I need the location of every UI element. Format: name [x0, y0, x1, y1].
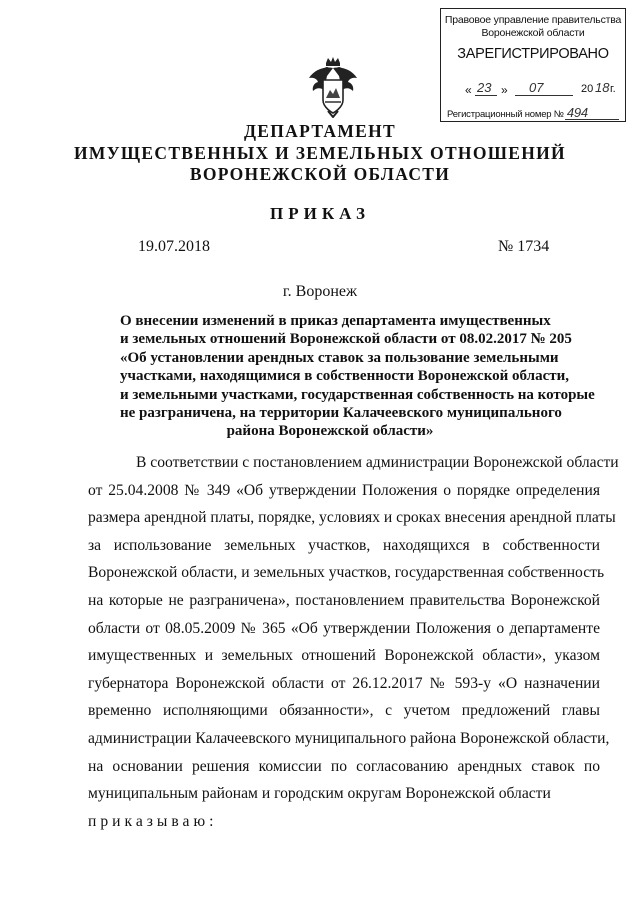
title-line: и земельных отношений Воронежской области от 08.02.2017 № 205 [120, 331, 572, 348]
stamp-status: ЗАРЕГИСТРИРОВАНО [457, 46, 609, 62]
department-line-2: ИМУЩЕСТВЕННЫХ И ЗЕМЕЛЬНЫХ ОТНОШЕНИЙ [74, 143, 566, 163]
stamp-date-year: 18 [595, 80, 610, 95]
department-line-1: ДЕПАРТАМЕНТ [243, 121, 397, 141]
stamp-reg-label: Регистрационный номер № [447, 109, 564, 120]
title-line: «Об установлении арендных ставок за пользование земельными [120, 349, 559, 366]
coat-of-arms-icon [306, 56, 360, 118]
stamp-reg-number: 494 [566, 105, 588, 120]
registration-stamp [440, 8, 626, 122]
stamp-date-year-prefix: 20 [581, 83, 594, 95]
body-line: муниципальным районам и городским округам Воронежской области [88, 785, 551, 803]
body-line: губернатора Воронежской области от 26.12.2017 № 593-у «О назначении [88, 674, 600, 692]
order-heading: ПРИКАЗ [270, 204, 370, 223]
stamp-date-day: 23 [477, 80, 492, 95]
stamp-line-2: Воронежской области [481, 27, 585, 39]
order-closing: приказываю: [88, 812, 218, 830]
body-line: администрации Калачеевского муниципального района Воронежской области, [88, 729, 610, 747]
department-line-3: ВОРОНЕЖСКОЙ ОБЛАСТИ [189, 164, 451, 184]
body-line: размера арендной платы, порядке, условиях и сроках внесения арендной платы [88, 509, 616, 527]
stamp-date-month: 07 [529, 80, 544, 95]
body-line: от 25.04.2008 № 349 «Об утверждении Положения о порядке определения [88, 481, 600, 499]
title-line: участками, находящимися в собственности Воронежской области, [120, 368, 569, 385]
order-number: № 1734 [498, 238, 550, 255]
body-line: области от 08.05.2009 № 365 «Об утверждении Положения о департаменте [88, 619, 600, 637]
title-line: не разграничена, на территории Калачеевского муниципального [120, 405, 562, 422]
title-line: О внесении изменений в приказ департамента имущественных [120, 313, 551, 329]
body-line: на которые не разграничена», постановлением правительства Воронежской [88, 591, 600, 609]
stamp-line-1: Правовое управление правительства [444, 14, 622, 26]
body-line: за использование земельных участков, находящихся в собственности [88, 536, 600, 554]
body-line: на основании решения комиссии по согласованию арендных ставок по [88, 757, 600, 775]
title-line: и земельными участками, государственная собственность на которые [120, 386, 595, 403]
stamp-year-suffix: г. [610, 83, 616, 95]
order-title [120, 312, 595, 441]
stamp-registration [447, 105, 621, 120]
stamp-date: « 23 » 07 20 18 г. [465, 80, 616, 97]
order-city: г. Воронеж [282, 283, 358, 300]
order-date: 19.07.2018 [138, 238, 210, 255]
body-line: имущественных и земельных отношений Воронежской области», указом [88, 647, 600, 665]
title-line: района Воронежской области» [226, 423, 434, 440]
order-body [88, 449, 619, 835]
body-line: временно исполняющими обязанности», с учетом предложений главы [88, 702, 600, 720]
body-line: Воронежской области, и земельных участков, государственная собственность [88, 564, 605, 582]
body-line: В соответствии с постановлением администрации Воронежской области [136, 454, 619, 471]
